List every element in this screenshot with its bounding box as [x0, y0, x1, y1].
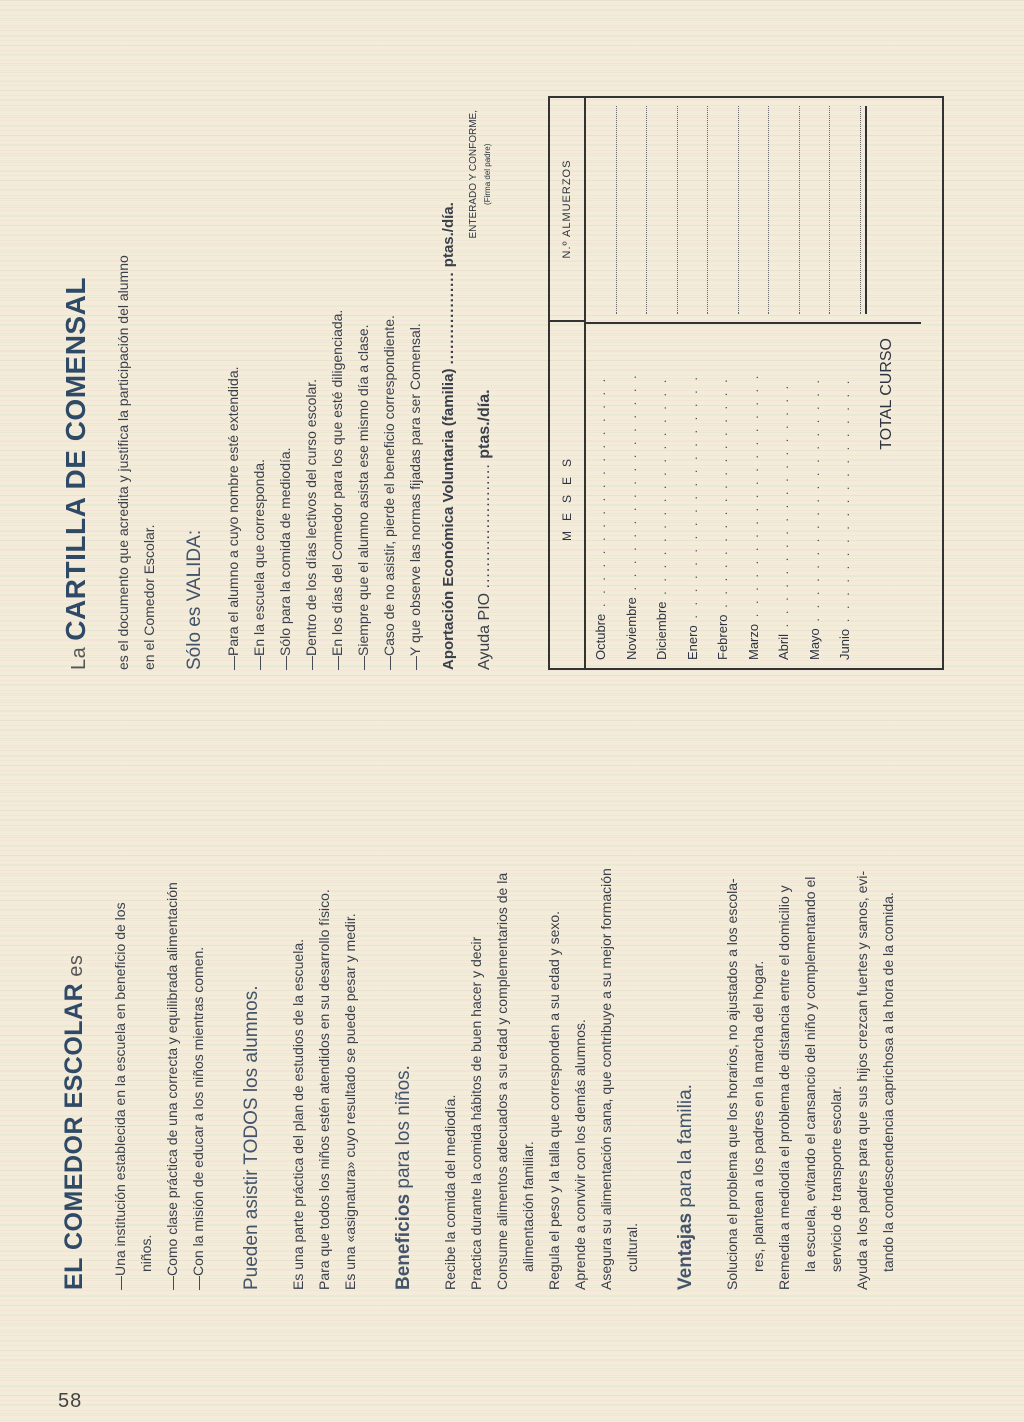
month-label: Febrero — [715, 614, 730, 660]
beneficios-title — [389, 670, 419, 1290]
meal-count-cell[interactable] — [678, 106, 709, 314]
intro-line-3: —Como clase práctica de una correcta y equilibrada alimentación — [164, 882, 180, 1290]
cartilla-intro-2: en el Comedor Escolar. — [141, 524, 157, 670]
beneficio-line-2: Practica durante la comida hábitos de buen hacer y decir — [468, 936, 484, 1290]
month-label: Abril — [776, 633, 791, 660]
pueden-asistir: Pueden asistir TODOS los alumnos. — [241, 985, 262, 1290]
ventajas-title-bold: Ventajas — [675, 1212, 696, 1290]
beneficio-line-6: Aprende a convivir con los demás alumnos. — [572, 1019, 588, 1290]
ventaja-line-2: res, plantean a los padres en la marcha del hogar. — [750, 960, 766, 1272]
beneficio-line-3: Consume alimentos adecuados a su edad y complementarios de la — [494, 872, 510, 1290]
ventaja-line-5: servicio de transporte escolar. — [828, 1086, 844, 1272]
valida-line-1: —Para el alumno a cuyo nombre esté extendida. — [225, 366, 241, 670]
comedor-title — [60, 670, 89, 1290]
meal-count-cell[interactable] — [617, 106, 648, 314]
month-label: Enero — [684, 625, 700, 660]
month-label: Noviembre — [623, 597, 639, 660]
total-curso-label: TOTAL CURSO — [861, 322, 921, 668]
valida-line-2: —En la escuela que corresponda. — [251, 459, 267, 670]
ventaja-line-1: Soluciona el problema que los horarios, no ajustados a los escola- — [724, 878, 740, 1290]
meal-count-cell[interactable] — [830, 106, 861, 314]
parte-line-2: Para que todos los niños estén atendidos en su desarrollo físico. — [316, 889, 332, 1290]
ventaja-line-7: tando la condescendencia caprichosa a la hora de la comida. — [880, 892, 896, 1272]
parte-line-1: Es una parte práctica del plan de estudios de la escuela. — [290, 938, 306, 1290]
total-row — [861, 98, 921, 668]
table-row: Octubre . . . . . . . . . . . . . . . . . . — [586, 98, 617, 668]
cartilla-intro-1: es el documento que acredita y justifica la participación del alumno — [115, 255, 131, 670]
ayuda-label: Ayuda PIO — [476, 592, 493, 670]
table-header — [550, 98, 586, 668]
beneficio-line-8: cultural. — [624, 1222, 640, 1272]
valida-line-6: —Siempre que el alumno asista ese mismo día a clase. — [355, 324, 371, 670]
table-row: Noviembre . . . . . . . . . . . . . . . . . — [617, 98, 648, 668]
meal-count-cell[interactable] — [769, 106, 800, 314]
cartilla-title — [60, 60, 92, 670]
almuerzos-table — [548, 96, 944, 670]
table-row: Marzo . . . . . . . . . . . . . . . . . . . — [739, 98, 770, 668]
header-almuerzos: N.º ALMUERZOS — [561, 159, 573, 259]
valida-line-5: —En los días del Comedor para los que esté diligenciada. — [329, 309, 345, 670]
valida-line-8: —Y que observe las normas fijadas para ser Comensal. — [407, 323, 423, 670]
beneficio-line-5: Regula el peso y la talla que corresponden a su edad y sexo. — [546, 910, 562, 1290]
ventajas-title — [671, 670, 701, 1290]
comedor-title-rest: es — [65, 954, 87, 983]
aportacion-line: Aportación Económica Voluntaria (familia) .................. ptas./día. — [440, 202, 457, 670]
month-label: Octubre — [593, 613, 608, 660]
month-label: Marzo — [745, 623, 761, 660]
table-row: Enero . . . . . . . . . . . . . . . . . . . — [678, 98, 709, 668]
total-curso-cell[interactable] — [865, 106, 913, 314]
table-row: Junio . . . . . . . . . . . . . . . . . . . — [830, 98, 861, 668]
comedor-escolar-section — [60, 670, 960, 1290]
ventaja-line-4: la escuela, evitando el cansancio del niño y complementando el — [802, 876, 818, 1272]
aportacion-label: Aportación Económica Voluntaria (familia) — [440, 368, 457, 670]
ventaja-line-3: Remedia a mediodía el problema de distancia entre el domicilio y — [776, 885, 792, 1290]
comedor-title-bold: EL COMEDOR ESCOLAR — [60, 982, 88, 1290]
ventajas-title-rest: para la familia. — [675, 1084, 696, 1213]
header-meses: MESES — [550, 320, 584, 668]
enterado-conforme: ENTERADO Y CONFORME, — [468, 110, 479, 239]
cartilla-title-pre: La — [68, 640, 90, 670]
ayuda-line: Ayuda PIO ....................... ptas./día. — [476, 389, 493, 670]
month-label: Diciembre — [654, 601, 669, 660]
valida-line-3: —Sólo para la comida de mediodía. — [277, 447, 293, 670]
beneficio-line-7: Asegura su alimentación sana, que contribuye a su mejor formación — [598, 868, 614, 1290]
month-label: Junio — [837, 628, 852, 660]
intro-line-4: —Con la misión de educar a los niños mientras comen. — [190, 946, 206, 1290]
table-row: Diciembre . . . . . . . . . . . . . . . . . — [647, 98, 678, 668]
meal-count-cell[interactable] — [800, 106, 831, 314]
beneficios-title-bold: Beneficios — [393, 1193, 414, 1290]
ayuda-unit: ptas./día. — [476, 389, 493, 459]
table-row: Abril . . . . . . . . . . . . . . . . . . . — [769, 98, 800, 668]
month-label: Mayo — [806, 628, 822, 660]
aportacion-unit: ptas./día. — [440, 202, 457, 268]
cartilla-section — [60, 60, 960, 670]
meal-count-cell[interactable] — [586, 106, 617, 314]
beneficio-line-1: Recibe la comida del mediodía. — [442, 1094, 458, 1290]
solo-valida: Sólo es VALIDA: — [184, 529, 205, 670]
meal-count-cell[interactable] — [739, 106, 770, 314]
table-row: Mayo . . . . . . . . . . . . . . . . . . . — [800, 98, 831, 668]
parte-line-3: Es una «asignatura» cuyo resultado se puede pesar y medir. — [342, 913, 358, 1290]
intro-line-2: niños. — [138, 1234, 154, 1272]
beneficio-line-4: alimentación familiar. — [520, 1141, 536, 1272]
page-number: 58 — [58, 1390, 83, 1412]
meal-count-cell[interactable] — [708, 106, 739, 314]
intro-line-1: —Una institución establecida en la escuela en beneficio de los — [112, 902, 128, 1290]
cartilla-title-bold: CARTILLA DE COMENSAL — [60, 277, 91, 641]
ventaja-line-6: Ayuda a los padres para que sus hijos crezcan fuertes y sanos, evi- — [854, 870, 870, 1290]
beneficios-title-rest: para los niños. — [393, 1065, 414, 1194]
meal-count-cell[interactable] — [647, 106, 678, 314]
valida-line-7: —Caso de no asistir, pierde el beneficio correspondiente. — [381, 315, 397, 670]
firma-padre: (Firma del padre) — [483, 143, 492, 205]
table-row: Febrero . . . . . . . . . . . . . . . . . . — [708, 98, 739, 668]
valida-line-4: —Dentro de los días lectivos del curso escolar. — [303, 378, 319, 670]
